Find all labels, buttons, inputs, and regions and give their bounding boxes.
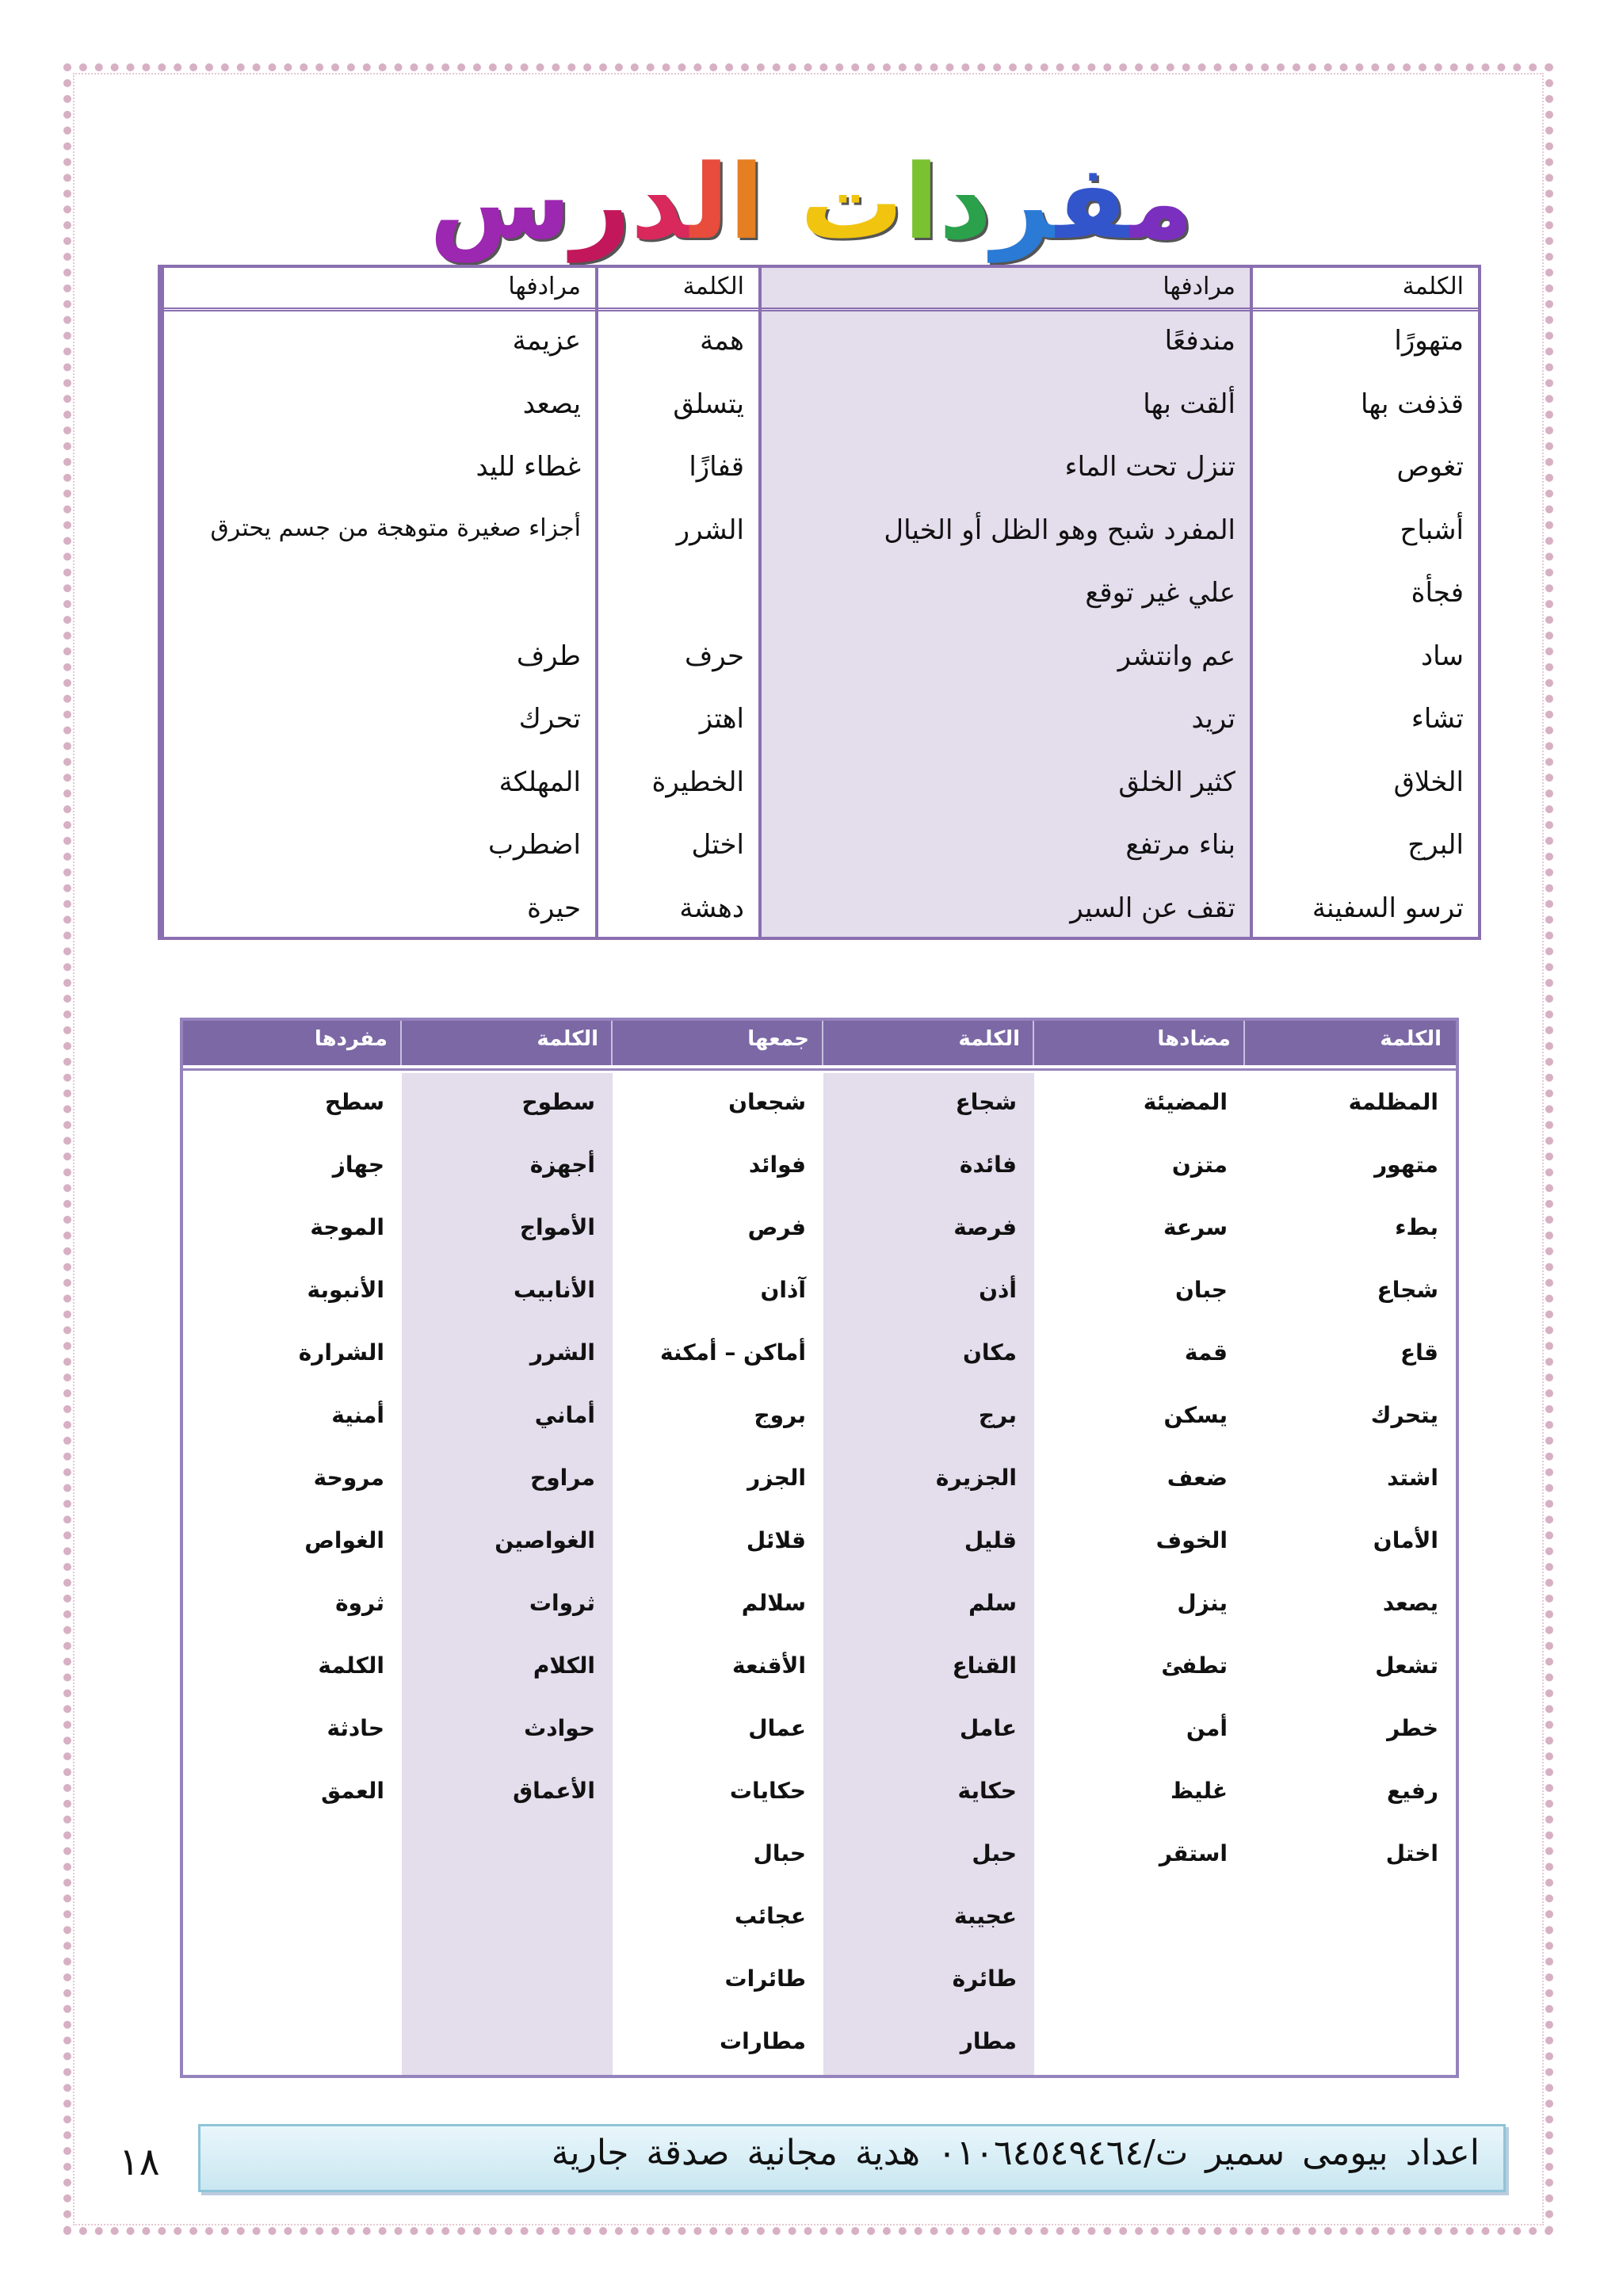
t1-synonym-1: تريد bbox=[1191, 703, 1235, 735]
t2-cell: الأمان bbox=[1373, 1527, 1438, 1553]
t2-cell: قلائل bbox=[746, 1527, 806, 1553]
t1-word-1: تغوص bbox=[1396, 451, 1464, 483]
t2-cell: بروج bbox=[754, 1402, 806, 1428]
t2-cell: سطح bbox=[325, 1089, 384, 1115]
t2-cell: فائدة bbox=[959, 1152, 1017, 1178]
title-letter bbox=[764, 142, 800, 262]
t2-cell: سلالم bbox=[741, 1590, 806, 1616]
t2-cell: غليظ bbox=[1170, 1778, 1228, 1804]
t1-synonym-1: تقف عن السير bbox=[1070, 892, 1235, 924]
t2-cell: المظلمة bbox=[1348, 1089, 1438, 1115]
t2-cell: عامل bbox=[960, 1715, 1017, 1741]
t1-header-synonym-2: مرادفها bbox=[508, 273, 581, 300]
t2-header-divider bbox=[183, 1068, 1456, 1071]
t2-cell: مراوح bbox=[530, 1465, 595, 1491]
t2-header-cell: مضادها bbox=[1157, 1027, 1231, 1051]
t1-synonym-1: علي غير توقع bbox=[1085, 577, 1235, 609]
t2-cell: الأنابيب bbox=[513, 1277, 595, 1303]
t1-synonym-2: غطاء لليد bbox=[475, 451, 581, 483]
t2-cell: آذان bbox=[760, 1277, 806, 1303]
t2-cell: الشرر bbox=[529, 1339, 595, 1366]
t2-cell: الأقنعة bbox=[732, 1652, 806, 1679]
t2-cell: اشتد bbox=[1387, 1465, 1438, 1491]
t1-word-1: متهورًا bbox=[1394, 325, 1464, 357]
vocabulary-table bbox=[158, 265, 1481, 940]
t2-cell: الجزر bbox=[747, 1465, 806, 1491]
t2-cell: المضيئة bbox=[1143, 1089, 1228, 1115]
page-number: ١٨ bbox=[119, 2140, 160, 2184]
t1-word-1: البرج bbox=[1407, 829, 1464, 861]
t2-cell: طائرات bbox=[724, 1966, 806, 1992]
t2-cell: فرصة bbox=[953, 1214, 1017, 1240]
t2-cell: ضعف bbox=[1167, 1465, 1228, 1491]
t1-word-1: فجأة bbox=[1411, 577, 1464, 609]
title-letter: ا bbox=[903, 142, 939, 262]
t1-synonym-1: ألقت بها bbox=[1143, 388, 1235, 420]
t2-cell: الكلام bbox=[533, 1652, 595, 1679]
t2-header-separator bbox=[1243, 1021, 1245, 1065]
t2-cell: طائرة bbox=[952, 1966, 1017, 1992]
t1-synonym-2: طرف bbox=[516, 640, 581, 672]
t2-cell: حكايات bbox=[729, 1778, 806, 1804]
t1-word-2: اهتز bbox=[699, 703, 744, 735]
title-letter: ر bbox=[571, 142, 631, 262]
t2-cell: الموجة bbox=[310, 1214, 384, 1240]
t1-synonym-2: اضطرب bbox=[488, 829, 581, 861]
title-letter: ت bbox=[800, 142, 904, 262]
t2-cell: الغواصين bbox=[495, 1527, 595, 1553]
title-letter: س bbox=[429, 142, 571, 262]
t2-cell: اختل bbox=[1385, 1840, 1438, 1866]
t1-word-1: ترسو السفينة bbox=[1312, 892, 1464, 924]
t2-header-cell: الكلمة bbox=[958, 1027, 1020, 1051]
title-letter: ا bbox=[728, 142, 765, 262]
t2-cell: الكلمة bbox=[318, 1652, 384, 1679]
t1-synonym-1: كثير الخلق bbox=[1118, 766, 1235, 798]
t2-cell: قليل bbox=[964, 1527, 1017, 1553]
t1-word-2: الخطيرة bbox=[651, 766, 744, 798]
t2-cell: الغواص bbox=[304, 1527, 384, 1553]
title-letter: ف bbox=[1056, 142, 1130, 262]
t1-synonym-2: تحرك bbox=[518, 703, 581, 735]
t2-cell: يصعد bbox=[1382, 1590, 1438, 1616]
t2-cell: العمق bbox=[321, 1778, 384, 1804]
t2-cell: رفيع bbox=[1386, 1778, 1438, 1804]
t2-cell: أمن bbox=[1186, 1715, 1228, 1741]
t1-word-2: اختل bbox=[691, 829, 744, 861]
t1-word-1: قذفت بها bbox=[1360, 388, 1464, 420]
footer-banner bbox=[198, 2124, 1506, 2192]
t2-cell: تشعل bbox=[1375, 1652, 1438, 1679]
t2-cell: ثروة bbox=[335, 1590, 384, 1616]
t2-header-separator bbox=[400, 1021, 402, 1065]
title-letter: ر bbox=[991, 142, 1056, 262]
t1-synonym-2: أجزاء صغيرة متوهجة من جسم يحترق bbox=[210, 514, 581, 542]
t2-cell: قمة bbox=[1184, 1339, 1228, 1366]
t1-word-1: الخلاق bbox=[1393, 766, 1464, 798]
title-letter: ل bbox=[689, 142, 729, 262]
t2-cell: عمال bbox=[748, 1715, 806, 1741]
t2-header-separator bbox=[822, 1021, 823, 1065]
t1-word-2: دهشة bbox=[679, 892, 744, 924]
t2-cell: جبان bbox=[1174, 1277, 1228, 1303]
t1-synonym-2: عزيمة bbox=[512, 325, 581, 357]
t1-header-synonym-1: مرادفها bbox=[1163, 273, 1235, 300]
t2-cell: عجائب bbox=[735, 1903, 806, 1929]
t2-header-separator bbox=[611, 1021, 613, 1065]
t2-cell: مكان bbox=[962, 1339, 1017, 1366]
t1-word-2: حرف bbox=[684, 640, 744, 672]
t2-cell: حادثة bbox=[327, 1715, 384, 1741]
t2-cell: برج bbox=[978, 1402, 1017, 1428]
t1-word-1: أشباح bbox=[1400, 514, 1464, 546]
t2-cell: يسكن bbox=[1163, 1402, 1228, 1428]
title-letter: م bbox=[1129, 142, 1194, 262]
t1-word-1: تشاء bbox=[1411, 703, 1464, 735]
t2-cell: بطء bbox=[1395, 1214, 1438, 1240]
footer-text: اعداد بيومى سمير ت/٠١٠٦٤٥٤٩٤٦٤ هدية مجانية صدقة جارية bbox=[551, 2133, 1480, 2173]
t2-cell: أمنية bbox=[331, 1402, 384, 1428]
t1-word-2: همة bbox=[700, 325, 744, 357]
t2-cell: القناع bbox=[952, 1652, 1017, 1679]
t2-header-cell: الكلمة bbox=[537, 1027, 598, 1051]
t1-word-1: ساد bbox=[1421, 640, 1464, 672]
t2-cell: قاع bbox=[1400, 1339, 1438, 1366]
t2-cell: مروحة bbox=[313, 1465, 384, 1491]
t1-header-row bbox=[161, 268, 1478, 311]
t1-word-2: قفازًا bbox=[689, 451, 744, 483]
words-table bbox=[180, 1018, 1459, 2078]
t2-cell: يتحرك bbox=[1370, 1402, 1438, 1428]
t2-cell: الشرارة bbox=[298, 1339, 384, 1366]
t2-cell: مطارات bbox=[720, 2028, 806, 2054]
t2-cell: الأنبوبة bbox=[307, 1277, 384, 1303]
t1-synonym-1: المفرد شبح وهو الظل أو الخيال bbox=[884, 514, 1235, 546]
t2-cell: فوائد bbox=[748, 1152, 806, 1178]
t2-header-cell: جمعها bbox=[747, 1027, 809, 1051]
t2-cell: الجزيرة bbox=[935, 1465, 1017, 1491]
t1-synonym-1: بناء مرتفع bbox=[1125, 829, 1235, 861]
t2-cell: سطوح bbox=[521, 1089, 595, 1115]
t2-cell: حكاية bbox=[957, 1778, 1017, 1804]
t2-cell: فرص bbox=[747, 1214, 806, 1240]
t1-synonym-1: عم وانتشر bbox=[1117, 640, 1235, 672]
title-letter: د bbox=[630, 142, 690, 262]
t1-word-2: الشرر bbox=[676, 514, 744, 546]
t2-cell: سرعة bbox=[1163, 1214, 1228, 1240]
t2-cell: أذن bbox=[979, 1277, 1017, 1303]
t2-header-cell: الكلمة bbox=[1380, 1027, 1442, 1051]
t2-cell: شجاع bbox=[955, 1089, 1017, 1115]
t2-cell: أماني bbox=[534, 1402, 595, 1428]
t2-cell: ينزل bbox=[1177, 1590, 1228, 1616]
t2-cell: الأعماق bbox=[513, 1778, 595, 1804]
t2-header-row bbox=[183, 1021, 1456, 1065]
t1-synonym-2: المهلكة bbox=[498, 766, 581, 798]
page-title bbox=[0, 135, 1623, 269]
t2-cell: الأمواج bbox=[519, 1214, 595, 1240]
t2-cell: أماكن – أمكنة bbox=[659, 1339, 806, 1366]
t2-cell: شجاع bbox=[1377, 1277, 1438, 1303]
t1-header-word-1: الكلمة bbox=[1402, 273, 1464, 300]
t2-header-cell: مفردها bbox=[314, 1027, 388, 1051]
t2-cell: متزن bbox=[1171, 1152, 1228, 1178]
t1-synonym-2: حيرة bbox=[527, 892, 581, 924]
t2-cell: أجهزة bbox=[529, 1152, 595, 1178]
t2-cell: تطفئ bbox=[1161, 1652, 1228, 1679]
t2-cell: مطار bbox=[960, 2028, 1017, 2054]
t2-cell: جهاز bbox=[332, 1152, 384, 1178]
t2-cell: سلم bbox=[968, 1590, 1017, 1616]
t2-cell: الخوف bbox=[1155, 1527, 1228, 1553]
t2-cell: شجعان bbox=[728, 1089, 806, 1115]
t2-cell: عجيبة bbox=[953, 1903, 1017, 1929]
t1-word-2: يتسلق bbox=[673, 388, 744, 420]
t2-header-separator bbox=[1033, 1021, 1034, 1065]
t2-cell: حبال bbox=[753, 1840, 806, 1866]
t2-cell: ثروات bbox=[529, 1590, 595, 1616]
t2-cell: حوادث bbox=[524, 1715, 595, 1741]
t1-synonym-2: يصعد bbox=[522, 388, 581, 420]
t2-cell: استقر bbox=[1159, 1840, 1228, 1866]
title-letter: د bbox=[938, 142, 992, 262]
t2-cell: خطر bbox=[1387, 1715, 1438, 1741]
t1-header-word-2: الكلمة bbox=[682, 273, 744, 300]
t1-synonym-1: مندفعًا bbox=[1164, 325, 1235, 357]
t1-synonym-1: تنزل تحت الماء bbox=[1064, 451, 1235, 483]
t2-cell: متهور bbox=[1374, 1152, 1438, 1178]
t2-cell: حبل bbox=[972, 1840, 1017, 1866]
